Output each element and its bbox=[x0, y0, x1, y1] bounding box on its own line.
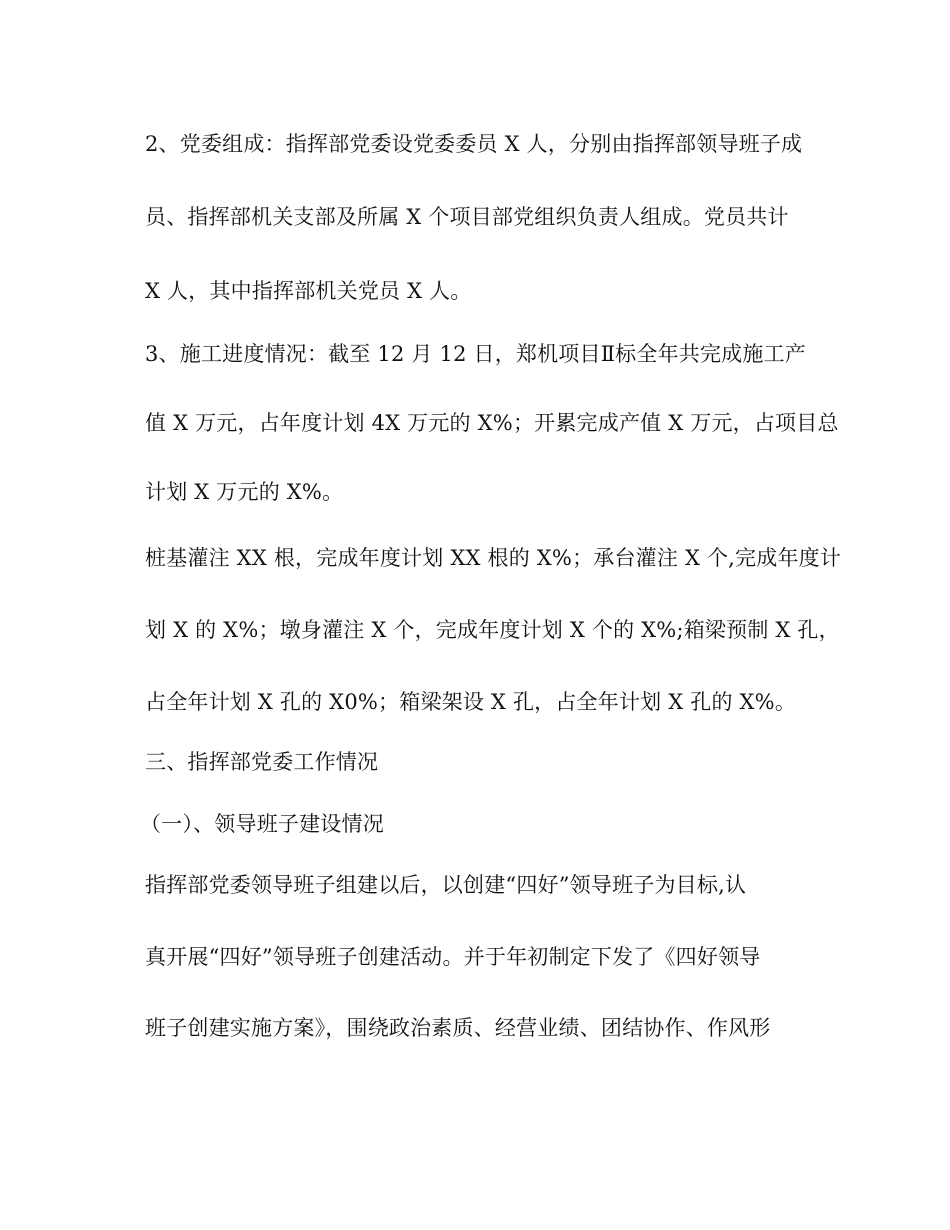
text-line: 员、指挥部机关支部及所属 X 个项目部党组织负责人组成。党员共计 bbox=[145, 205, 789, 229]
section-heading: 三、指挥部党委工作情况 bbox=[145, 750, 379, 774]
text-line: 桩基灌注 XX 根，完成年度计划 XX 根的 X%；承台灌注 X 个,完成年度计 bbox=[145, 546, 842, 570]
text-line: X 人，其中指挥部机关党员 X 人。 bbox=[145, 279, 472, 303]
text-line: 占全年计划 X 孔的 X0%；箱梁架设 X 孔，占全年计划 X 孔的 X%。 bbox=[145, 690, 797, 714]
text-line: 真开展“四好”领导班子创建活动。并于年初制定下发了《四好领导 bbox=[145, 945, 761, 969]
text-line: 3、施工进度情况：截至 12 月 12 日，郑机项目Ⅱ标全年共完成施工产 bbox=[145, 342, 806, 366]
text-line: 2、党委组成：指挥部党委设党委委员 X 人，分别由指挥部领导班子成 bbox=[145, 132, 803, 156]
text-line: 计划 X 万元的 X%。 bbox=[145, 480, 344, 504]
text-line: 指挥部党委领导班子组建以后，以创建“四好”领导班子为目标,认 bbox=[145, 873, 747, 897]
text-line: 班子创建实施方案》，围绕政治素质、经营业绩、团结协作、作风形 bbox=[145, 1016, 771, 1040]
text-line: 划 X 的 X%；墩身灌注 X 个，完成年度计划 X 个的 X%;箱梁预制 X 孔， bbox=[145, 618, 840, 642]
subsection-heading: （一）、领导班子建设情况 bbox=[140, 812, 384, 836]
text-line: 值 X 万元，占年度计划 4X 万元的 X%；开累完成产值 X 万元，占项目总 bbox=[145, 411, 839, 435]
